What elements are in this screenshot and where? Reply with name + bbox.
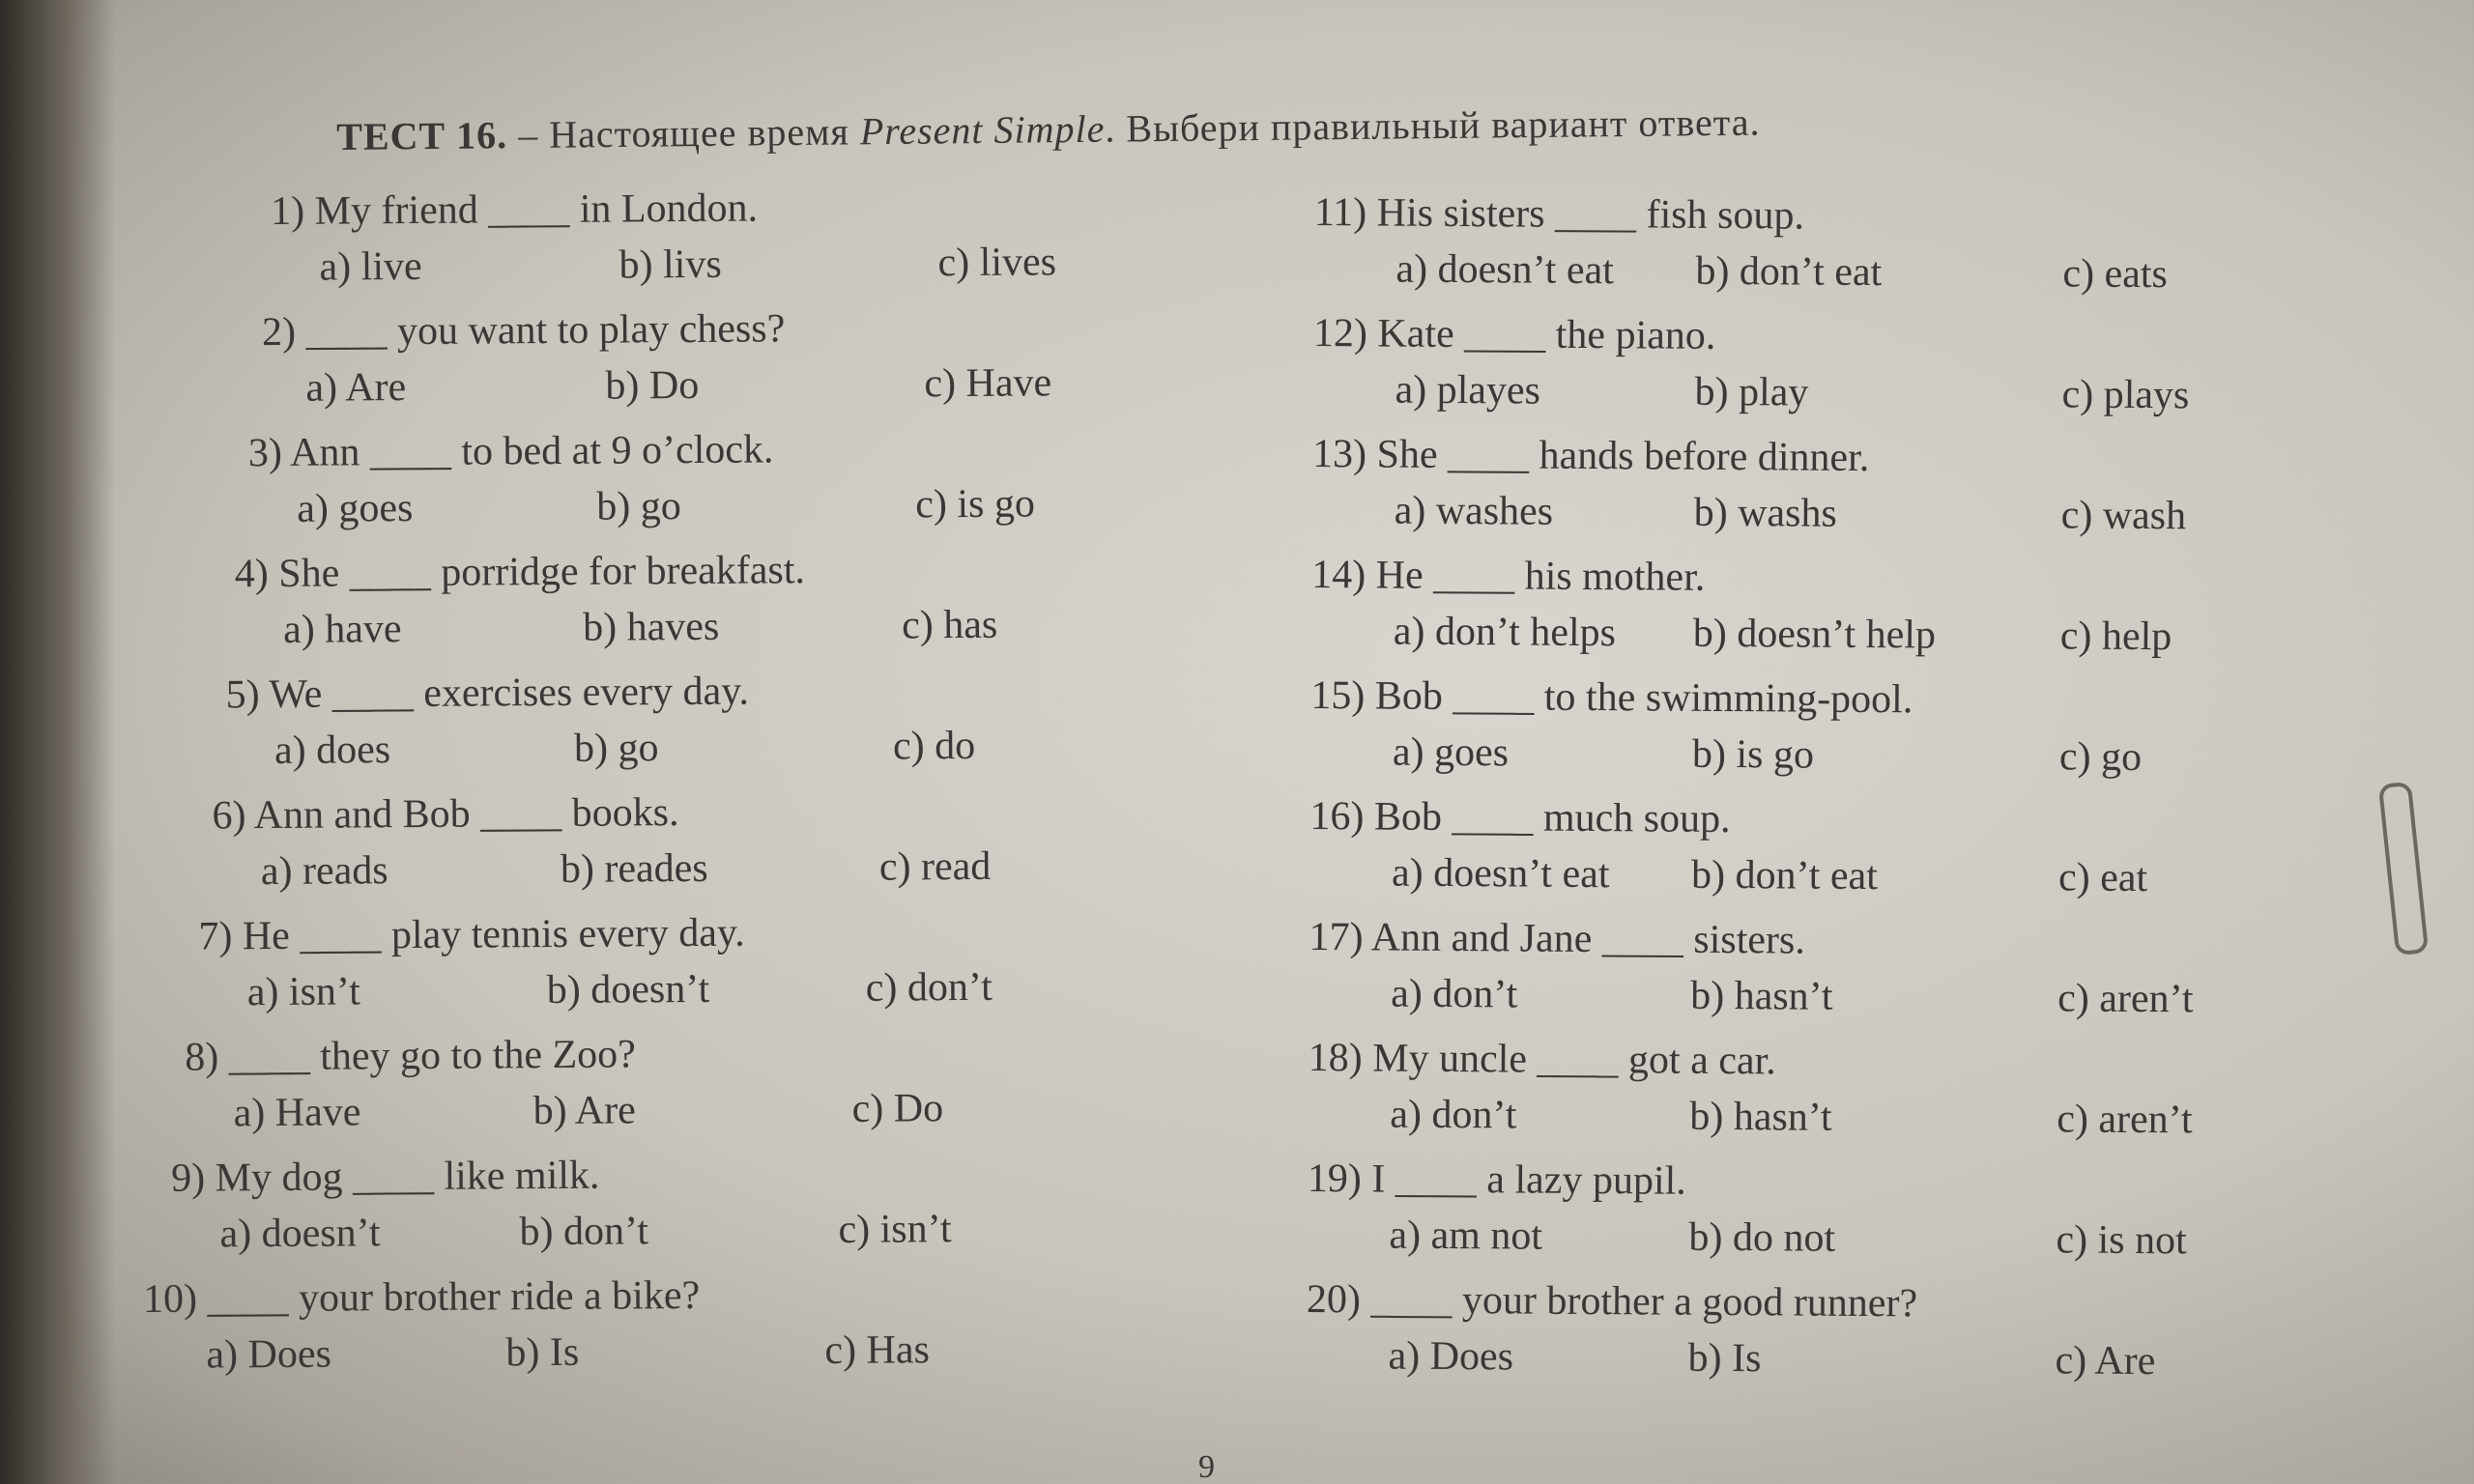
- question-text: 3) Ann ____ to bed at 9 o’clock.: [247, 427, 774, 476]
- questions-left-column: [135, 182, 1255, 1397]
- answer-options: [1311, 487, 2374, 549]
- option-c[interactable]: c) eats: [2062, 251, 2169, 298]
- question-text: 6) Ann and Bob ____ books.: [212, 790, 679, 839]
- question-item: [136, 302, 1249, 431]
- option-c[interactable]: c) lives: [937, 240, 1057, 286]
- answer-options: [1309, 970, 2372, 1032]
- answer-options: [1308, 1091, 2371, 1153]
- option-c[interactable]: c) Have: [924, 360, 1052, 407]
- option-a[interactable]: a) doesn’t eat: [1391, 850, 1610, 898]
- question-item: [135, 182, 1248, 310]
- question-text: 2) ____ you want to play chess?: [261, 306, 786, 356]
- question-item: [1311, 552, 2375, 680]
- answer-options: [139, 721, 1251, 783]
- option-b[interactable]: b) hasn’t: [1690, 973, 1833, 1019]
- page-title: [336, 100, 1761, 159]
- question-text: 9) My dog ____ like milk.: [170, 1153, 600, 1201]
- question-item: [141, 1027, 1253, 1156]
- option-a[interactable]: a) don’t: [1390, 1092, 1517, 1138]
- question-item: [1309, 793, 2373, 922]
- question-item: [137, 423, 1250, 552]
- option-a[interactable]: a) doesn’t: [219, 1211, 381, 1257]
- option-a[interactable]: a) goes: [1392, 729, 1510, 776]
- option-a[interactable]: a) have: [283, 607, 402, 652]
- option-a[interactable]: a) goes: [297, 486, 414, 531]
- option-a[interactable]: a) Does: [206, 1331, 332, 1378]
- option-b[interactable]: b) Are: [532, 1088, 636, 1134]
- option-b[interactable]: b) do not: [1688, 1214, 1836, 1261]
- answer-options: [1313, 245, 2376, 307]
- question-text: 19) I ____ a lazy pupil.: [1307, 1156, 1686, 1204]
- option-c[interactable]: c) is go: [915, 481, 1036, 528]
- option-a[interactable]: a) don’t helps: [1393, 609, 1617, 656]
- option-a[interactable]: a) am not: [1389, 1213, 1543, 1259]
- question-item: [139, 785, 1251, 914]
- option-b[interactable]: b) reades: [560, 845, 708, 892]
- question-text: 7) He ____ play tennis every day.: [198, 910, 745, 959]
- answer-options: [1311, 608, 2374, 670]
- question-text: 14) He ____ his mother.: [1311, 552, 1706, 600]
- question-text: 12) Kate ____ the piano.: [1312, 310, 1716, 358]
- question-item: [1312, 310, 2376, 439]
- option-b[interactable]: b) washs: [1693, 490, 1837, 536]
- option-a[interactable]: a) live: [319, 243, 422, 290]
- option-c[interactable]: c) aren’t: [2057, 1097, 2193, 1143]
- option-b[interactable]: b) livs: [618, 242, 722, 288]
- option-b[interactable]: b) go: [573, 726, 659, 771]
- option-b[interactable]: b) haves: [583, 604, 720, 650]
- answer-options: [1306, 1332, 2369, 1394]
- question-text: 18) My uncle ____ got a car.: [1308, 1035, 1776, 1084]
- option-c[interactable]: c) Are: [2055, 1338, 2156, 1384]
- option-b[interactable]: b) don’t eat: [1695, 248, 1883, 296]
- question-item: [138, 665, 1251, 793]
- option-c[interactable]: c) do: [892, 723, 976, 769]
- question-item: [1313, 189, 2377, 318]
- question-item: [1307, 1156, 2371, 1284]
- question-text: 4) She ____ porridge for breakfast.: [234, 548, 806, 597]
- option-b[interactable]: b) don’t: [519, 1209, 649, 1255]
- option-b[interactable]: b) Is: [505, 1329, 580, 1376]
- question-text: 17) Ann and Jane ____ sisters.: [1309, 914, 1806, 963]
- answer-options: [1309, 849, 2373, 911]
- answer-options: [136, 358, 1248, 420]
- option-a[interactable]: a) washes: [1394, 488, 1554, 534]
- question-text: 20) ____ your brother a good runner?: [1306, 1276, 1918, 1327]
- option-b[interactable]: b) don’t eat: [1690, 852, 1879, 899]
- option-a[interactable]: a) reads: [260, 848, 388, 895]
- option-b[interactable]: b) Is: [1687, 1335, 1762, 1382]
- option-a[interactable]: a) don’t: [1391, 971, 1518, 1017]
- option-b[interactable]: b) hasn’t: [1689, 1094, 1832, 1140]
- questions-right-column: [1306, 189, 2377, 1405]
- question-item: [1308, 1035, 2372, 1163]
- question-text: 1) My friend ____ in London.: [271, 186, 759, 235]
- option-c[interactable]: c) is not: [2056, 1217, 2187, 1264]
- question-item: [140, 906, 1252, 1035]
- option-a[interactable]: a) Does: [1388, 1333, 1514, 1380]
- option-b[interactable]: b) Do: [605, 362, 700, 409]
- test-label: ТЕСТ 16.: [336, 113, 508, 158]
- answer-options: [142, 1204, 1253, 1266]
- tense-name: Present Simple: [859, 106, 1106, 154]
- option-c[interactable]: c) don’t: [865, 964, 992, 1011]
- question-text: 15) Bob ____ to the swimming-pool.: [1310, 672, 1913, 723]
- option-a[interactable]: a) Are: [305, 365, 407, 411]
- answer-options: [138, 600, 1250, 662]
- option-c[interactable]: c) help: [2059, 614, 2172, 660]
- question-text: 13) She ____ hands before dinner.: [1311, 431, 1870, 481]
- paper-clip-icon: [2378, 782, 2429, 956]
- option-b[interactable]: b) doesn’t help: [1692, 611, 1937, 658]
- option-c[interactable]: c) eat: [2057, 855, 2148, 901]
- question-text: 8) ____ they go to the Zoo?: [185, 1032, 637, 1080]
- option-c[interactable]: c) Do: [851, 1086, 944, 1131]
- option-b[interactable]: b) go: [596, 484, 681, 529]
- option-c[interactable]: c) read: [878, 843, 992, 890]
- option-a[interactable]: a) isn’t: [246, 969, 361, 1015]
- title-dash: – Настоящее время: [506, 109, 861, 157]
- answer-options: [1312, 366, 2375, 428]
- answer-options: [140, 842, 1251, 903]
- answer-options: [135, 238, 1247, 300]
- question-text: 11) His sisters ____ fish soup.: [1313, 189, 1805, 239]
- question-text: 16) Bob ____ much soup.: [1309, 793, 1731, 842]
- option-b[interactable]: b) doesn’t: [546, 966, 710, 1013]
- page-number: 9: [1198, 1449, 1215, 1484]
- option-c[interactable]: c) aren’t: [2057, 976, 2194, 1022]
- option-a[interactable]: a) playes: [1395, 367, 1541, 414]
- option-b[interactable]: b) play: [1694, 369, 1809, 415]
- option-a[interactable]: a) doesn’t eat: [1395, 246, 1615, 294]
- option-a[interactable]: a) does: [273, 728, 391, 774]
- question-item: [1309, 914, 2373, 1042]
- option-c[interactable]: c) plays: [2061, 372, 2190, 418]
- question-item: [138, 544, 1251, 672]
- option-b[interactable]: b) is go: [1691, 731, 1815, 778]
- instruction-text: . Выбери правильный вариант ответа.: [1105, 100, 1761, 151]
- question-text: 5) We ____ exercises every day.: [225, 669, 750, 718]
- option-c[interactable]: c) Has: [824, 1327, 931, 1374]
- option-c[interactable]: c) has: [902, 602, 998, 648]
- answer-options: [1307, 1212, 2370, 1273]
- answer-options: [143, 1325, 1254, 1386]
- answer-options: [137, 479, 1249, 541]
- answer-options: [142, 1083, 1253, 1145]
- question-item: [143, 1269, 1255, 1397]
- option-c[interactable]: c) isn’t: [838, 1207, 952, 1252]
- option-c[interactable]: c) wash: [2060, 493, 2187, 539]
- answer-options: [1310, 728, 2373, 790]
- question-text: 10) ____ your brother ride a bike?: [142, 1272, 701, 1322]
- question-item: [1310, 672, 2374, 801]
- question-item: [1306, 1276, 2370, 1405]
- option-a[interactable]: a) Have: [233, 1090, 361, 1136]
- question-item: [142, 1148, 1254, 1276]
- answer-options: [141, 962, 1252, 1024]
- question-item: [1311, 431, 2375, 559]
- option-c[interactable]: c) go: [2058, 734, 2143, 780]
